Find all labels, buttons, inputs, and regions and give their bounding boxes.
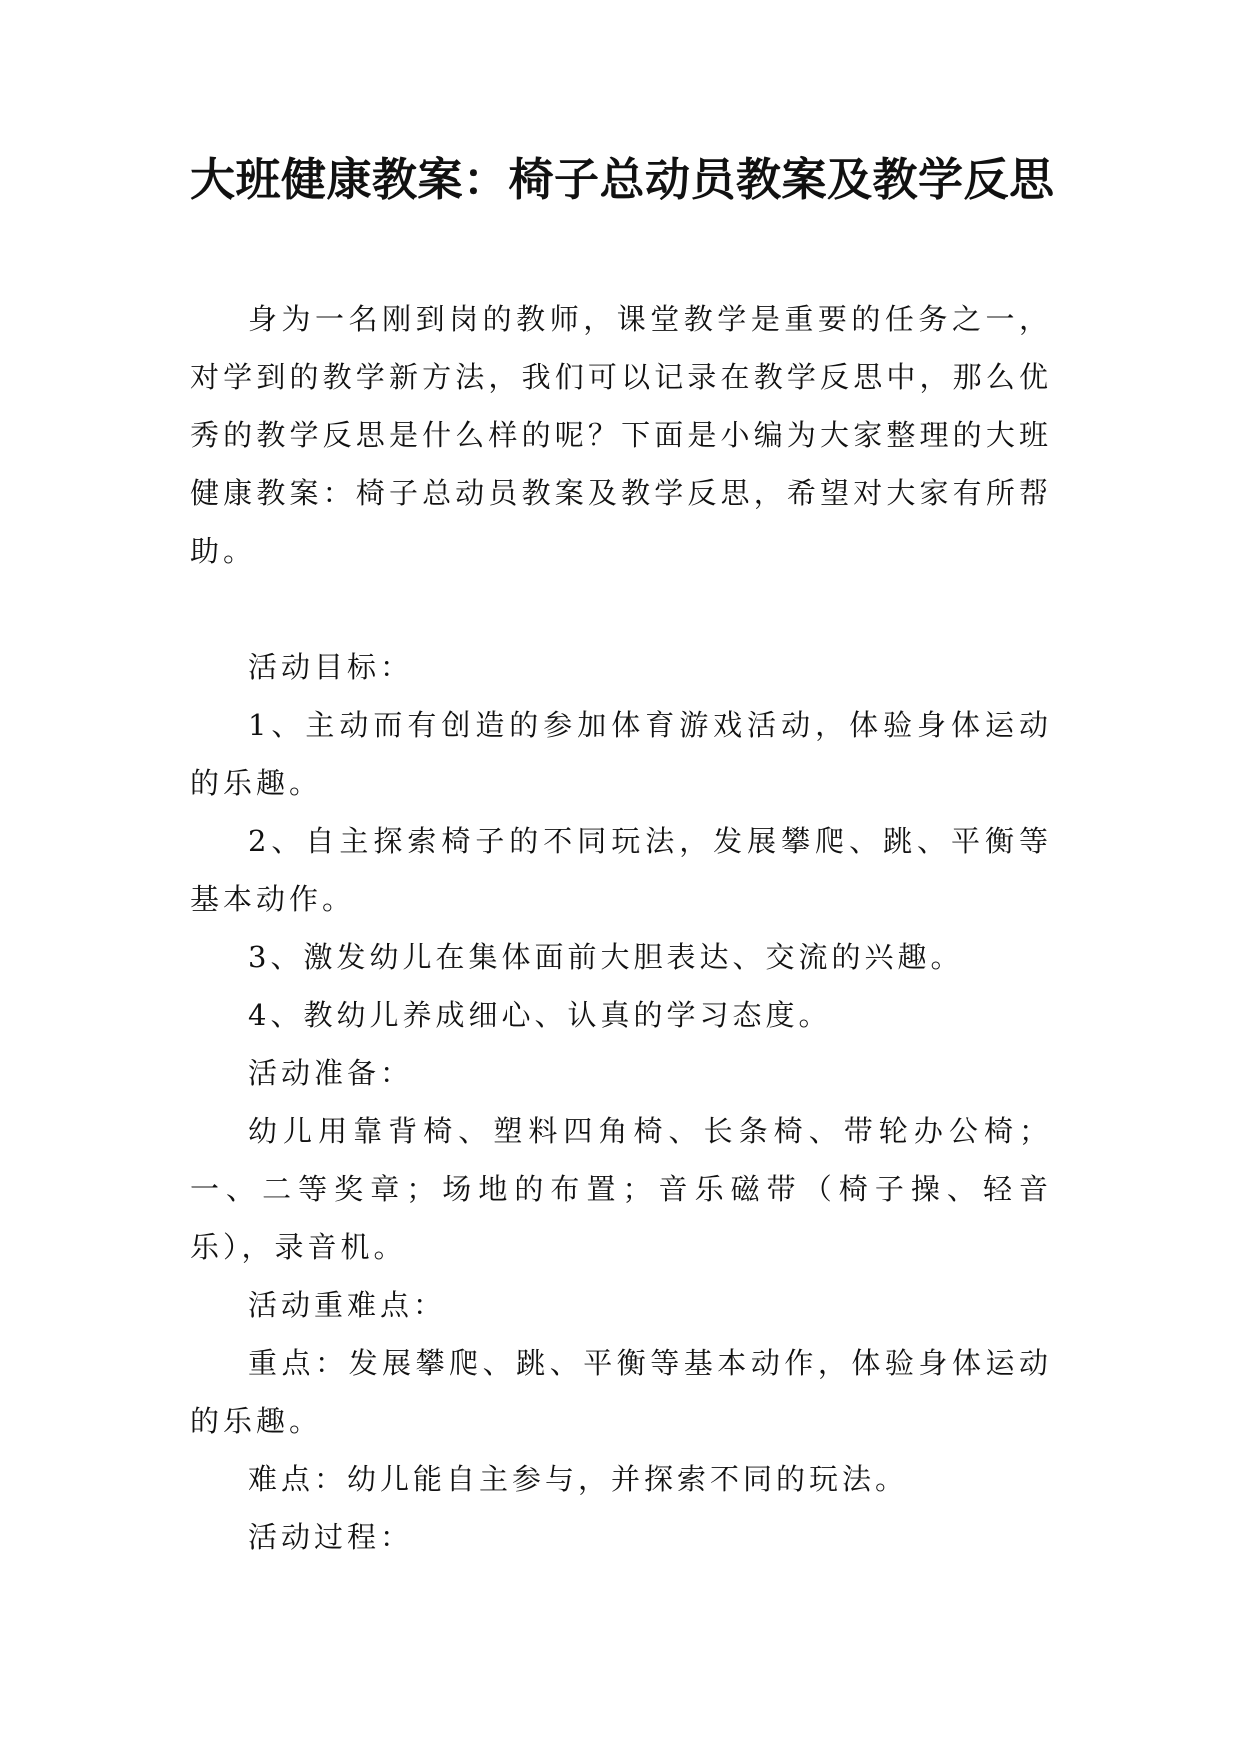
document-title: 大班健康教案：椅子总动员教案及教学反思 (190, 153, 1055, 206)
goal-item-2: 2、自主探索椅子的不同玩法，发展攀爬、跳、平衡等基本动作。 (190, 824, 1052, 916)
section-heading-process: 活动过程： (248, 1520, 414, 1554)
goal-item-3: 3、激发幼儿在集体面前大胆表达、交流的兴趣。 (248, 940, 964, 974)
difficult-point-paragraph: 难点：幼儿能自主参与，并探索不同的玩法。 (248, 1462, 909, 1496)
preparation-paragraph: 幼儿用靠背椅、塑料四角椅、长条椅、带轮办公椅；一、二等奖章；场地的布置；音乐磁带（椅子操、轻音乐），录音机。 (190, 1114, 1052, 1264)
intro-paragraph: 身为一名刚到岗的教师，课堂教学是重要的任务之一，对学到的教学新方法，我们可以记录在教学反思中，那么优秀的教学反思是什么样的呢？下面是小编为大家整理的大班健康教案：椅子总动员教案及教学反思，希望对大家有所帮助。 (190, 302, 1052, 568)
section-heading-goals: 活动目标： (248, 650, 414, 684)
key-point-paragraph: 重点：发展攀爬、跳、平衡等基本动作，体验身体运动的乐趣。 (190, 1346, 1052, 1438)
section-heading-key-points: 活动重难点： (248, 1288, 447, 1322)
goal-item-1: 1、主动而有创造的参加体育游戏活动，体验身体运动的乐趣。 (190, 708, 1052, 800)
document-body (190, 290, 1052, 1566)
goal-item-4: 4、教幼儿养成细心、认真的学习态度。 (248, 998, 832, 1032)
section-heading-preparation: 活动准备： (248, 1056, 414, 1090)
